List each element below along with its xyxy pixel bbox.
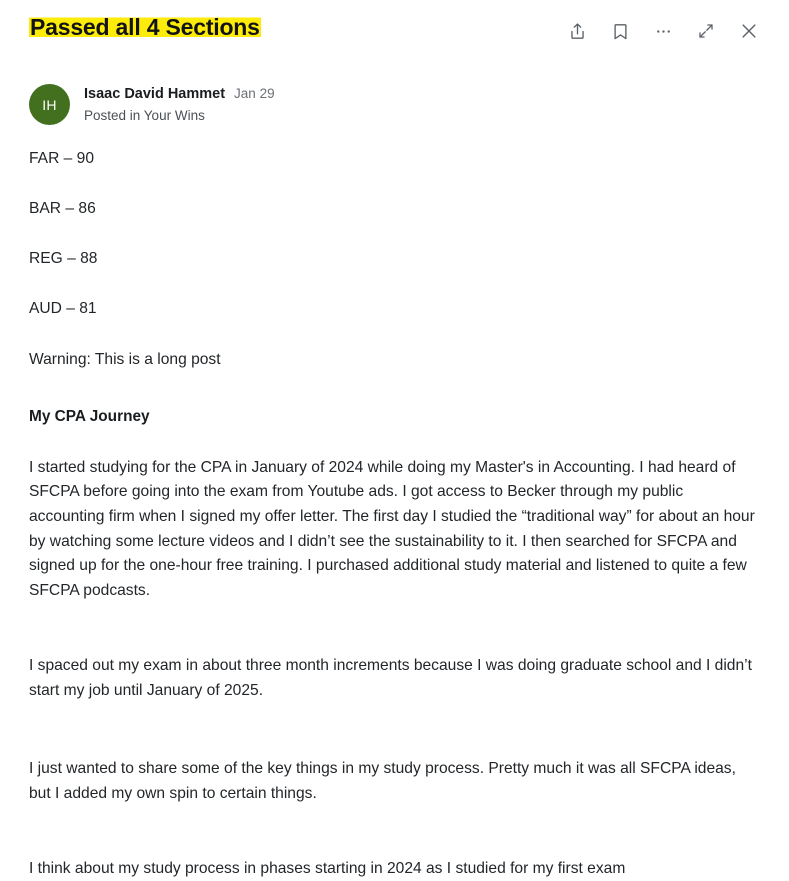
author-row	[0, 62, 789, 125]
post-paragraph-clipped: I think about my study process in phases starting in 2024 as I studied for my first exam	[29, 859, 626, 877]
close-icon[interactable]	[737, 19, 761, 43]
section-heading: My CPA Journey	[29, 407, 150, 425]
post-date: Jan 29	[234, 86, 275, 101]
post-body	[0, 125, 789, 877]
expand-icon[interactable]	[694, 19, 718, 43]
post-paragraph: I started studying for the CPA in January of 2024 while doing my Master's in Accounting. I had heard of SFCPA before going into the exam from Youtube ads. I got access to Becker through my public accounting firm when I signed my offer letter. The first day I studied the “traditional way” for about an hour by watching some lecture videos and I didn’t see the sustainability to it. I then searched for SFCPA and signed up for the one-hour free training. I purchased additional study material and listened to quite a few SFCPA podcasts.	[29, 458, 755, 600]
avatar[interactable]: IH	[29, 84, 70, 125]
author-line	[84, 86, 275, 102]
more-options-icon[interactable]	[651, 19, 675, 43]
score-line: FAR – 90	[29, 150, 95, 167]
score-line: AUD – 81	[29, 300, 97, 318]
share-icon[interactable]	[565, 19, 589, 43]
author-name[interactable]: Isaac David Hammet	[84, 86, 226, 102]
paragraph-spacer	[29, 703, 760, 757]
post-title-text: Passed all 4 Sections	[30, 14, 260, 40]
post-header	[0, 0, 789, 62]
page-title	[29, 14, 261, 41]
paragraph-spacer	[29, 604, 760, 654]
bookmark-icon[interactable]	[608, 19, 632, 43]
header-actions	[565, 19, 761, 43]
score-line: BAR – 86	[29, 200, 96, 218]
author-meta	[84, 83, 275, 123]
post-paragraph: I just wanted to share some of the key things in my study process. Pretty much it was all SFCPA ideas, but I added my own spin to certain things.	[29, 760, 736, 802]
post-paragraph: I spaced out my exam in about three month increments because I was doing graduate school and I didn’t start my job until January of 2025.	[29, 656, 752, 699]
warning-line: Warning: This is a long post	[29, 350, 221, 368]
posted-in-label[interactable]: Posted in Your Wins	[84, 108, 205, 123]
score-line: REG – 88	[29, 250, 98, 268]
